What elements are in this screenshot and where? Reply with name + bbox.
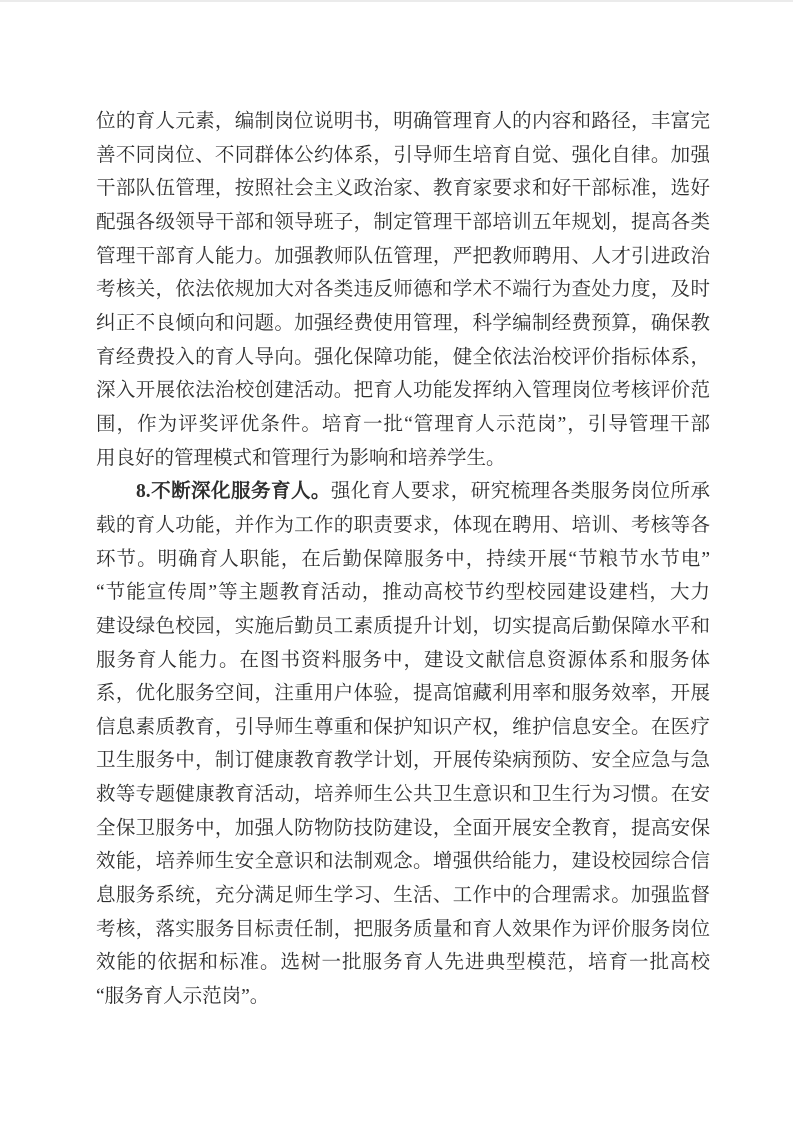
text-line: 育经费投入的育人导向。强化保障功能，健全依法治校评价指标体系， (96, 346, 710, 368)
text-line: 效能的依据和标准。选树一批服务育人先进典型模范，培育一批高校 (96, 952, 710, 974)
text-line: 效能，培养师生安全意识和法制观念。增强供给能力，建设校园综合信 (96, 851, 710, 873)
text-line: “节能宣传周”等主题教育活动，推动高校节约型校园建设建档，大力 (96, 582, 710, 604)
text-line: 围，作为评奖评优条件。培育一批“管理育人示范岗”，引导管理干部 (96, 413, 710, 435)
text-line: 卫生服务中，制订健康教育教学计划，开展传染病预防、安全应急与急 (96, 750, 710, 772)
paragraph-2 (96, 475, 710, 1014)
text-line: 息服务系统，充分满足师生学习、生活、工作中的合理需求。加强监督 (96, 885, 710, 907)
text-line: 服务育人能力。在图书资料服务中，建设文献信息资源体系和服务体 (96, 649, 710, 671)
text-line: 善不同岗位、不同群体公约体系，引导师生培育自觉、强化自律。加强 (96, 144, 710, 166)
text-line: 信息素质教育，引导师生尊重和保护知识产权，维护信息安全。在医疗 (96, 716, 710, 738)
paragraph-2-first-line (96, 475, 710, 509)
paragraph-1 (96, 105, 710, 475)
text-line: 环节。明确育人职能，在后勤保障服务中，持续开展“节粮节水节电” (96, 548, 710, 570)
text-line: 配强各级领导干部和领导班子，制定管理干部培训五年规划，提高各类 (96, 211, 710, 233)
text-line: 管理干部育人能力。加强教师队伍管理，严把教师聘用、人才引进政治 (96, 245, 710, 267)
text-line: 深入开展依法治校创建活动。把育人功能发挥纳入管理岗位考核评价范 (96, 380, 710, 402)
text-line: 用良好的管理模式和管理行为影响和培养学生。 (96, 447, 506, 469)
scan-edge-artifact (0, 0, 793, 2)
text-line: 干部队伍管理，按照社会主义政治家、教育家要求和好干部标准，选好 (96, 178, 710, 200)
text-line: 全保卫服务中，加强人防物防技防建设，全面开展安全教育，提高安保 (96, 817, 710, 839)
text-line: “服务育人示范岗”。 (96, 986, 270, 1008)
paragraph-number-heading: 8.不断深化服务育人。 (136, 481, 331, 503)
text-line: 考核，落实服务目标责任制，把服务质量和育人效果作为评价服务岗位 (96, 918, 710, 940)
text-line: 载的育人功能，并作为工作的职责要求，体现在聘用、培训、考核等各 (96, 514, 710, 536)
paragraph-2-first-line-rest: 强化育人要求，研究梳理各类服务岗位所承 (330, 481, 710, 503)
text-line: 救等专题健康教育活动，培养师生公共卫生意识和卫生行为习惯。在安 (96, 784, 710, 806)
text-line: 建设绿色校园，实施后勤员工素质提升计划，切实提高后勤保障水平和 (96, 615, 710, 637)
text-line: 纠正不良倾向和问题。加强经费使用管理，科学编制经费预算，确保教 (96, 312, 710, 334)
text-line: 考核关，依法依规加大对各类违反师德和学术不端行为查处力度，及时 (96, 279, 710, 301)
text-line: 系，优化服务空间，注重用户体验，提高馆藏利用率和服务效率，开展 (96, 683, 710, 705)
text-line: 位的育人元素，编制岗位说明书，明确管理育人的内容和路径，丰富完 (96, 111, 710, 132)
text-block (96, 105, 710, 1014)
